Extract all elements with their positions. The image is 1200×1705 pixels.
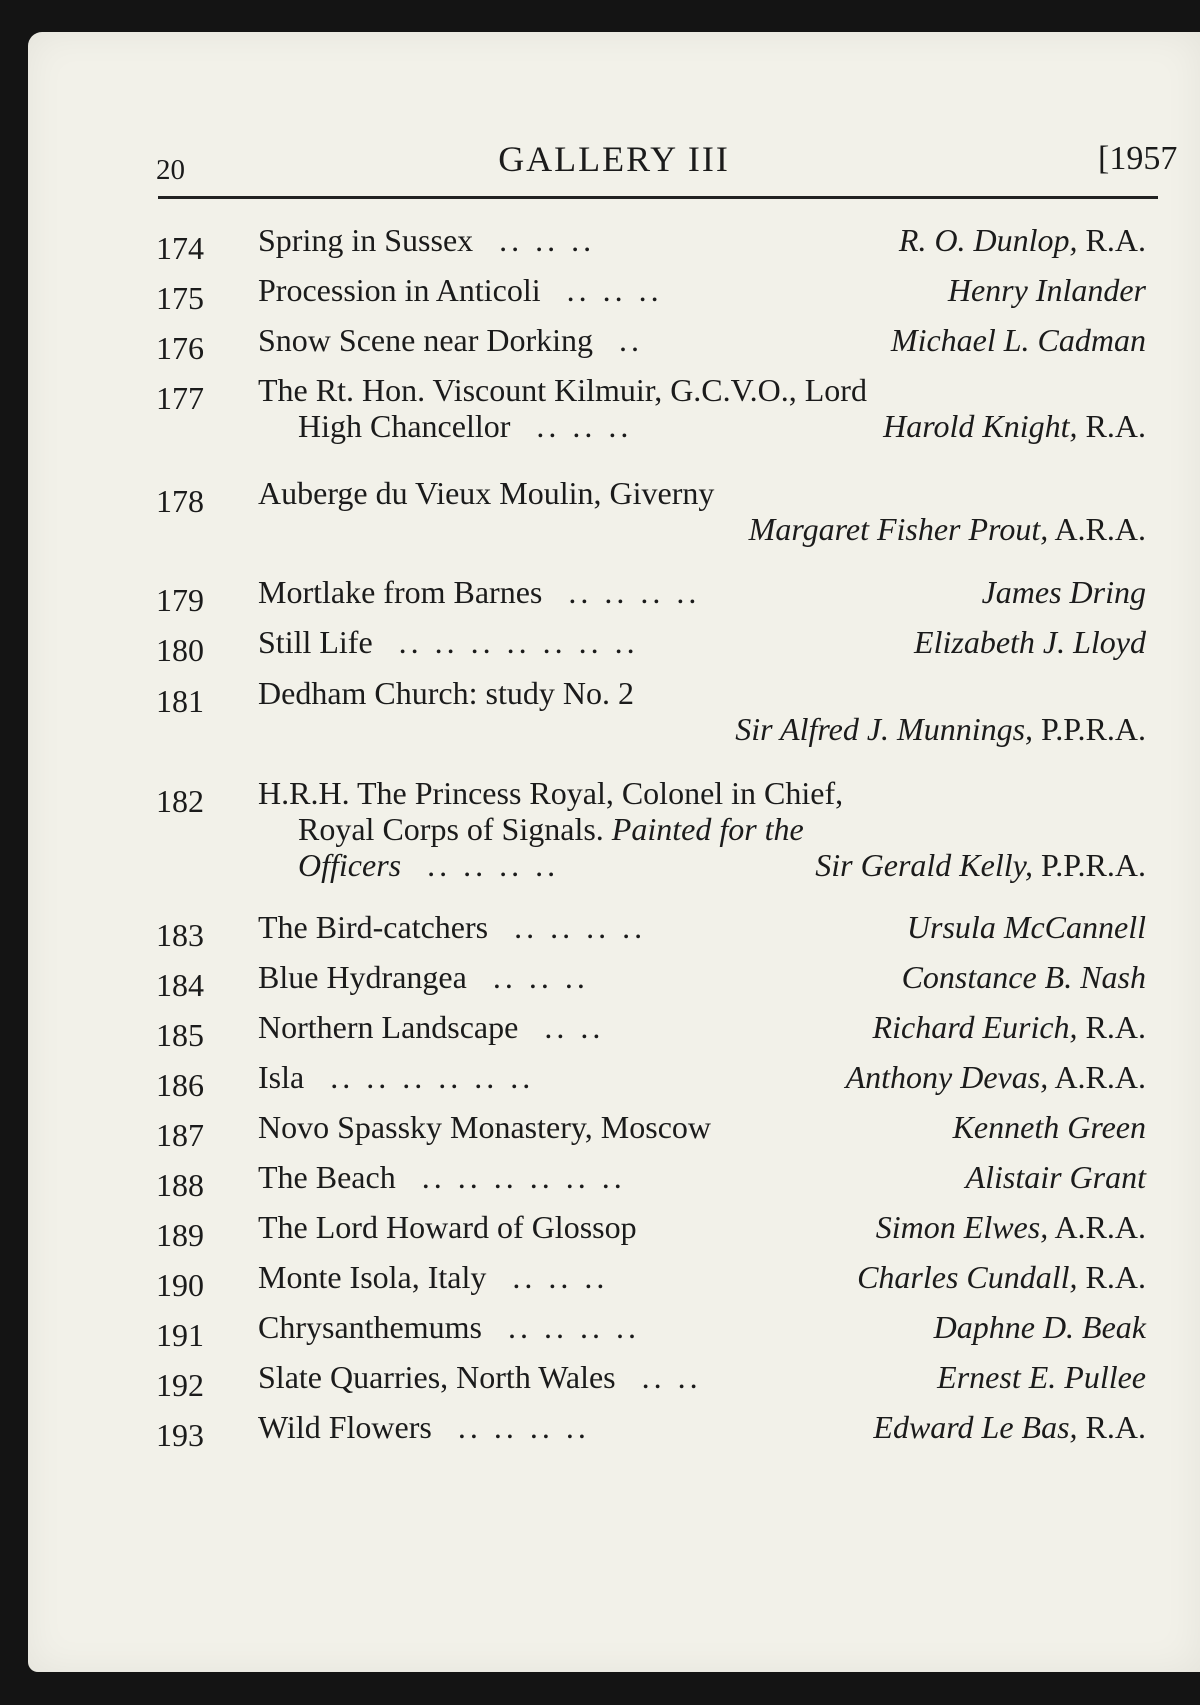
entry-artist: [902, 959, 1146, 995]
leader-dots: .. .. .. ..: [457, 1409, 590, 1445]
entry-title: Snow Scene near Dorking: [258, 322, 594, 358]
entry-number: 178: [156, 483, 204, 519]
leader-dots: .. .. .. .. .. ..: [330, 1059, 535, 1095]
entry-artist: [846, 1059, 1146, 1095]
entry-artist: [953, 1109, 1146, 1145]
entry-number: 182: [156, 783, 204, 819]
artist-name: Ernest E. Pullee: [937, 1359, 1146, 1395]
catalogue-year: [1957: [1098, 140, 1178, 177]
leader-dots: ..: [619, 322, 644, 358]
entry-title: The Lord Howard of Glossop: [258, 1209, 637, 1245]
leader-dots: .. ..: [641, 1359, 702, 1395]
entry-number: 181: [156, 683, 204, 719]
artist-name: Richard Eurich,: [872, 1009, 1078, 1045]
artist-name: Sir Gerald Kelly,: [815, 847, 1034, 883]
entry-title: H.R.H. The Princess Royal, Colonel in Chief,: [258, 775, 844, 811]
entry-title: Northern Landscape: [258, 1009, 519, 1045]
header-rule: [158, 196, 1158, 199]
artist-suffix: A.R.A.: [1048, 1059, 1146, 1095]
entry-artist: [934, 1309, 1146, 1345]
entry-number: 180: [156, 632, 204, 668]
leader-dots: [637, 1209, 663, 1245]
entry-number: 184: [156, 967, 204, 1003]
artist-suffix: A.R.A.: [1048, 1209, 1146, 1245]
artist-suffix: R.A.: [1077, 1409, 1146, 1445]
entry-number: 191: [156, 1317, 204, 1353]
entry-artist: [873, 1009, 1146, 1045]
entry-title: Novo Spassky Monastery, Moscow: [258, 1109, 712, 1145]
entry-artist: [899, 222, 1146, 258]
leader-dots: .. .. .. ..: [568, 574, 701, 610]
artist-name: Henry Inlander: [947, 272, 1146, 308]
entry-number: 190: [156, 1267, 204, 1303]
entry-artist: [982, 574, 1146, 610]
leader-dots: .. .. ..: [499, 222, 596, 258]
leader-dots: .. .. ..: [512, 1259, 609, 1295]
entry-title-continued: High Chancellor: [298, 408, 511, 444]
entry-artist: [907, 909, 1146, 945]
entry-number: 187: [156, 1117, 204, 1153]
entry-number: 192: [156, 1367, 204, 1403]
artist-suffix: P.P.R.A.: [1033, 711, 1146, 747]
artist-name: Sir Alfred J. Munnings,: [735, 711, 1034, 747]
entry-artist: [857, 1259, 1146, 1295]
entry-title: Spring in Sussex: [258, 222, 474, 258]
entry-artist: [876, 1209, 1146, 1245]
artist-name: Kenneth Green: [952, 1109, 1146, 1145]
artist-name: Margaret Fisher Prout,: [748, 511, 1049, 547]
entry-title: Dedham Church: study No. 2: [258, 675, 634, 711]
artist-name: Harold Knight,: [883, 408, 1078, 444]
entry-number: 188: [156, 1167, 204, 1203]
leader-dots: .. ..: [544, 1009, 605, 1045]
entry-title: Mortlake from Barnes: [258, 574, 543, 610]
entry-number: 179: [156, 582, 204, 618]
entry-title: Blue Hydrangea: [258, 959, 467, 995]
entry-artist: [873, 1409, 1146, 1445]
leader-dots: .. .. .. ..: [427, 847, 560, 883]
entry-title: The Beach: [258, 1159, 396, 1195]
entry-number: 177: [156, 380, 204, 416]
entry-title: Isla: [258, 1059, 305, 1095]
artist-suffix: A.R.A.: [1048, 511, 1146, 547]
entry-number: 175: [156, 280, 204, 316]
entry-title: Monte Isola, Italy: [258, 1259, 487, 1295]
entry-title: Slate Quarries, North Wales: [258, 1359, 616, 1395]
entry-title-continued: Royal Corps of Signals.: [298, 811, 604, 847]
artist-name: Ursula McCannell: [906, 909, 1146, 945]
entry-artist: [815, 847, 1146, 883]
artist-name: Simon Elwes,: [875, 1209, 1049, 1245]
entry-artist: [749, 511, 1146, 547]
leader-dots: .. .. .. ..: [514, 909, 647, 945]
entry-title-continued: Officers: [298, 847, 402, 883]
artist-name: Daphne D. Beak: [933, 1309, 1146, 1345]
entry-number: 189: [156, 1217, 204, 1253]
leader-dots: .. .. .. .. .. .. ..: [398, 624, 639, 660]
entry-title: Auberge du Vieux Moulin, Giverny: [258, 475, 715, 511]
entry-artist: [891, 322, 1146, 358]
entry-artist: [914, 624, 1146, 660]
artist-name: Constance B. Nash: [901, 959, 1146, 995]
entry-number: 183: [156, 917, 204, 953]
leader-dots: .. .. .. .. .. ..: [421, 1159, 626, 1195]
catalogue-page: [28, 32, 1200, 1672]
leader-dots: .. .. .. ..: [507, 1309, 640, 1345]
artist-name: Anthony Devas,: [845, 1059, 1049, 1095]
artist-suffix: R.A.: [1077, 408, 1146, 444]
leader-dots: [711, 1109, 737, 1145]
artist-name: Elizabeth J. Lloyd: [914, 624, 1146, 660]
entry-title: The Bird-catchers: [258, 909, 489, 945]
entry-number: 193: [156, 1417, 204, 1453]
artist-suffix: R.A.: [1077, 1259, 1146, 1295]
entry-artist: [948, 272, 1146, 308]
artist-name: R. O. Dunlop,: [898, 222, 1078, 258]
page-header: [28, 32, 1200, 252]
entry-artist: [735, 711, 1146, 747]
entry-artist: [883, 408, 1146, 444]
entry-title: Chrysanthemums: [258, 1309, 482, 1345]
artist-name: James Dring: [981, 574, 1146, 610]
leader-dots: .. .. ..: [492, 959, 589, 995]
artist-name: Edward Le Bas,: [873, 1409, 1078, 1445]
entry-title-note: Painted for the: [603, 811, 804, 847]
leader-dots: .. .. ..: [536, 408, 633, 444]
artist-suffix: R.A.: [1077, 1009, 1146, 1045]
leader-dots: .. .. ..: [566, 272, 663, 308]
page-number: 20: [156, 154, 185, 186]
entry-number: 185: [156, 1017, 204, 1053]
entry-title: Still Life: [258, 624, 373, 660]
artist-name: Alistair Grant: [965, 1159, 1146, 1195]
entry-number: 186: [156, 1067, 204, 1103]
entry-artist: [937, 1359, 1146, 1395]
artist-name: Charles Cundall,: [857, 1259, 1078, 1295]
entry-title: Procession in Anticoli: [258, 272, 541, 308]
entry-artist: [966, 1159, 1146, 1195]
gallery-title: GALLERY III: [498, 139, 730, 179]
entry-number: 174: [156, 230, 204, 266]
artist-suffix: P.P.R.A.: [1033, 847, 1146, 883]
entry-number: 176: [156, 330, 204, 366]
entry-title: Wild Flowers: [258, 1409, 432, 1445]
artist-suffix: R.A.: [1077, 222, 1146, 258]
artist-name: Michael L. Cadman: [890, 322, 1146, 358]
entry-title: The Rt. Hon. Viscount Kilmuir, G.C.V.O., Lord: [258, 372, 867, 408]
